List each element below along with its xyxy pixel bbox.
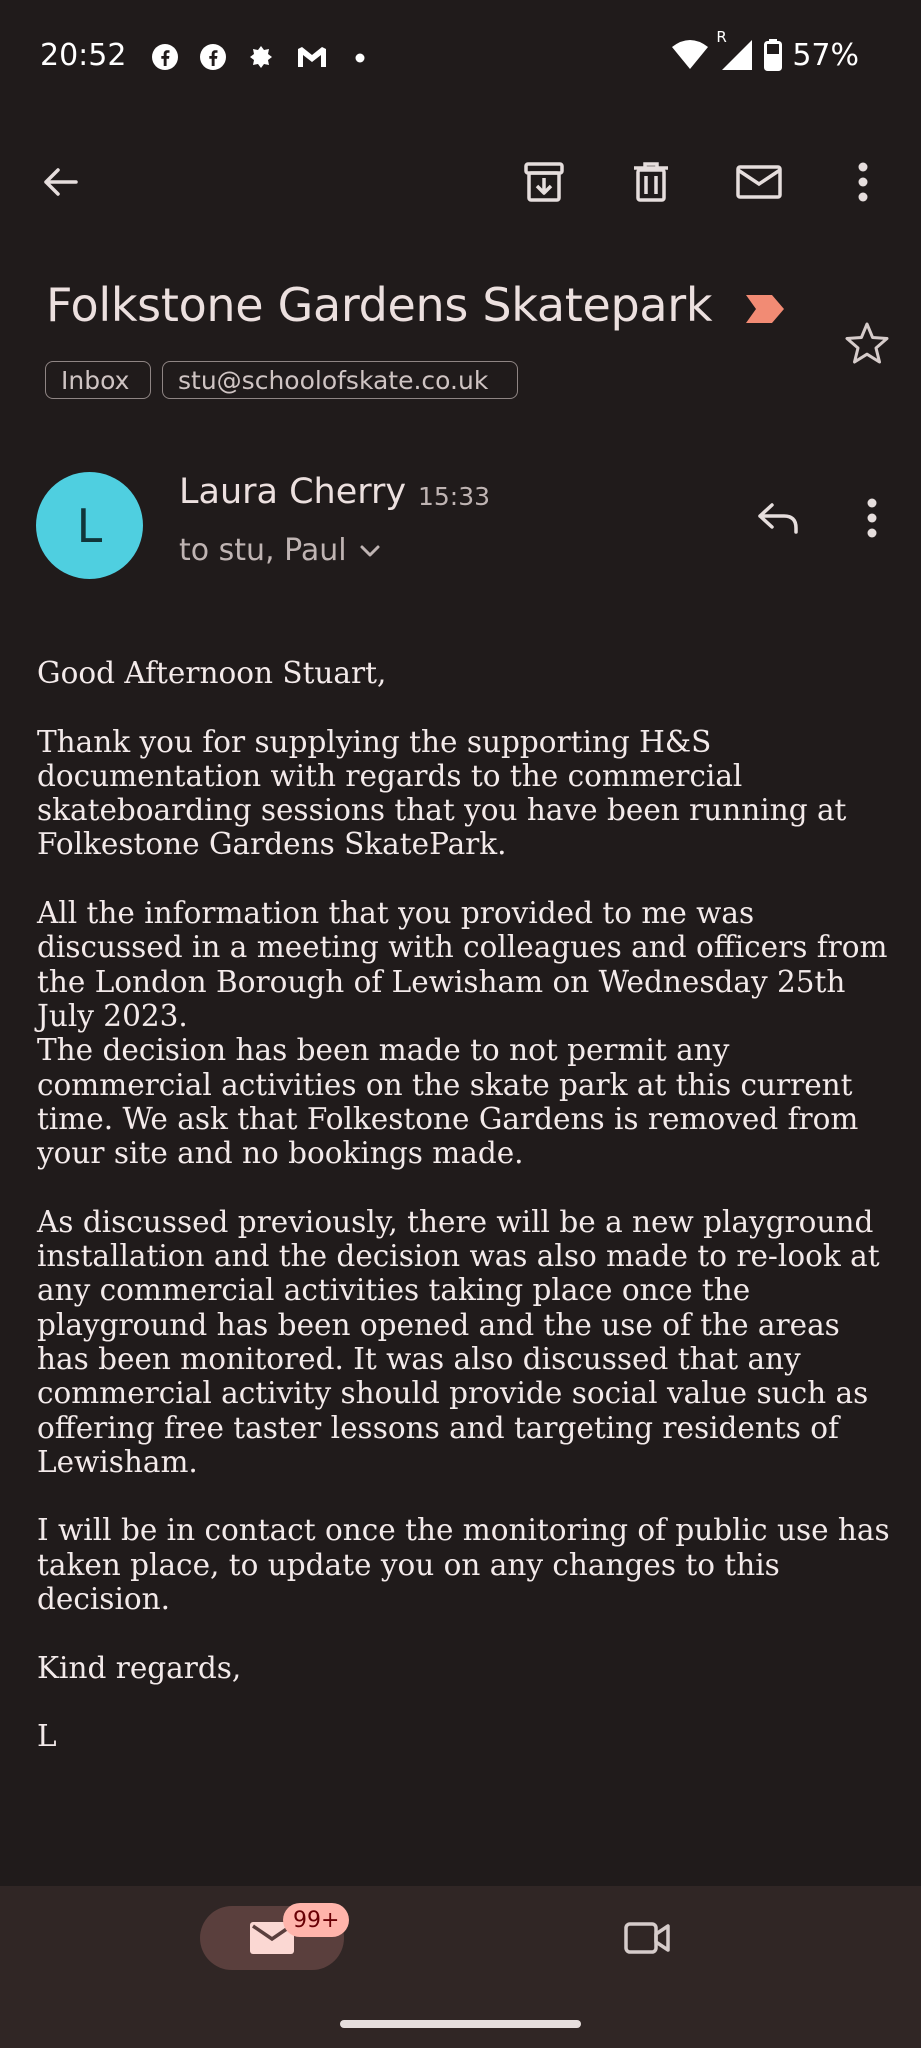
battery-percentage: 57% bbox=[792, 37, 859, 73]
body-signoff: Kind regards, bbox=[37, 1650, 242, 1685]
facebook-icon bbox=[199, 43, 227, 71]
body-paragraph: As discussed previously, there will be a new playground installation and the decision was also made to re-look at any commercial activities taking place once the playground has been opened and the use of the areas has been monitored. It was also discussed that any commercial activity should provide social value such as offering free taster lessons and targeting residents of Lewisham. bbox=[37, 1204, 880, 1479]
video-camera-icon bbox=[623, 1920, 671, 1956]
status-bar bbox=[0, 0, 921, 116]
facebook-icon bbox=[151, 43, 179, 71]
avatar-initial: L bbox=[76, 498, 103, 553]
body-signature-truncated: L bbox=[37, 1719, 57, 1754]
label-chip-text: Inbox bbox=[61, 365, 130, 395]
recipients-toggle[interactable] bbox=[179, 533, 381, 568]
home-indicator[interactable] bbox=[340, 2020, 581, 2028]
status-right-group bbox=[670, 28, 859, 73]
more-options-button[interactable] bbox=[831, 150, 895, 214]
important-marker-icon[interactable] bbox=[744, 293, 786, 325]
body-paragraph: Thank you for supplying the supporting H&S documentation with regards to the commercial skateboarding sessions that you have been running at Folkestone Gardens SkatePark. bbox=[37, 724, 847, 862]
star-icon bbox=[844, 321, 890, 365]
network-badge: R bbox=[716, 28, 727, 46]
body-paragraph: I will be in contact once the monitoring of public use has taken place, to update you on any changes to this decision. bbox=[37, 1513, 890, 1617]
back-button[interactable] bbox=[28, 150, 92, 214]
reply-button[interactable] bbox=[748, 490, 808, 546]
archive-button[interactable] bbox=[512, 150, 576, 214]
mark-unread-button[interactable] bbox=[727, 150, 791, 214]
back-arrow-icon bbox=[40, 162, 80, 202]
sender-avatar[interactable] bbox=[36, 472, 143, 579]
mark-unread-icon bbox=[735, 162, 783, 202]
email-subject: Folkstone Gardens Skatepark bbox=[46, 278, 713, 332]
body-line: All the information that you provided to me was discussed in a meeting with colleagues and officers from the London Borough of Lewisham on Wednesday 25th July 2023. bbox=[37, 896, 888, 1033]
body-line: The decision has been made to not permit any commercial activities on the skate park at this current time. We ask that Folkestone Gardens is removed from your site and no bookings made. bbox=[37, 1033, 859, 1171]
wifi-icon bbox=[670, 39, 710, 71]
message-more-button[interactable] bbox=[852, 490, 892, 546]
sent-time: 15:33 bbox=[418, 482, 491, 511]
label-chip-text: stu@schoolofskate.co.uk bbox=[178, 365, 489, 395]
app-notification-icon bbox=[247, 43, 275, 71]
status-time: 20:52 bbox=[40, 38, 127, 73]
star-button[interactable] bbox=[840, 316, 894, 370]
delete-button[interactable] bbox=[619, 150, 683, 214]
bottom-navigation bbox=[0, 1886, 921, 2048]
email-body bbox=[37, 656, 897, 1754]
more-vert-icon bbox=[866, 498, 878, 538]
more-vert-icon bbox=[857, 162, 869, 202]
recipients-text: to stu, Paul bbox=[179, 533, 347, 568]
body-paragraph bbox=[37, 896, 897, 1170]
body-greeting: Good Afternoon Stuart, bbox=[37, 656, 387, 690]
gmail-icon bbox=[296, 43, 328, 71]
archive-icon bbox=[522, 160, 566, 204]
battery-icon bbox=[764, 39, 782, 71]
delete-icon bbox=[629, 160, 673, 204]
sender-name[interactable]: Laura Cherry bbox=[179, 472, 407, 512]
reply-icon bbox=[756, 500, 800, 536]
label-chip-account[interactable] bbox=[162, 361, 518, 399]
label-chip-inbox[interactable] bbox=[45, 361, 151, 399]
signal-icon bbox=[716, 28, 754, 72]
unread-count-badge: 99+ bbox=[283, 1903, 349, 1937]
chevron-down-icon bbox=[359, 544, 381, 558]
nav-meet-tab[interactable] bbox=[612, 1906, 682, 1970]
dot-icon bbox=[354, 43, 366, 71]
